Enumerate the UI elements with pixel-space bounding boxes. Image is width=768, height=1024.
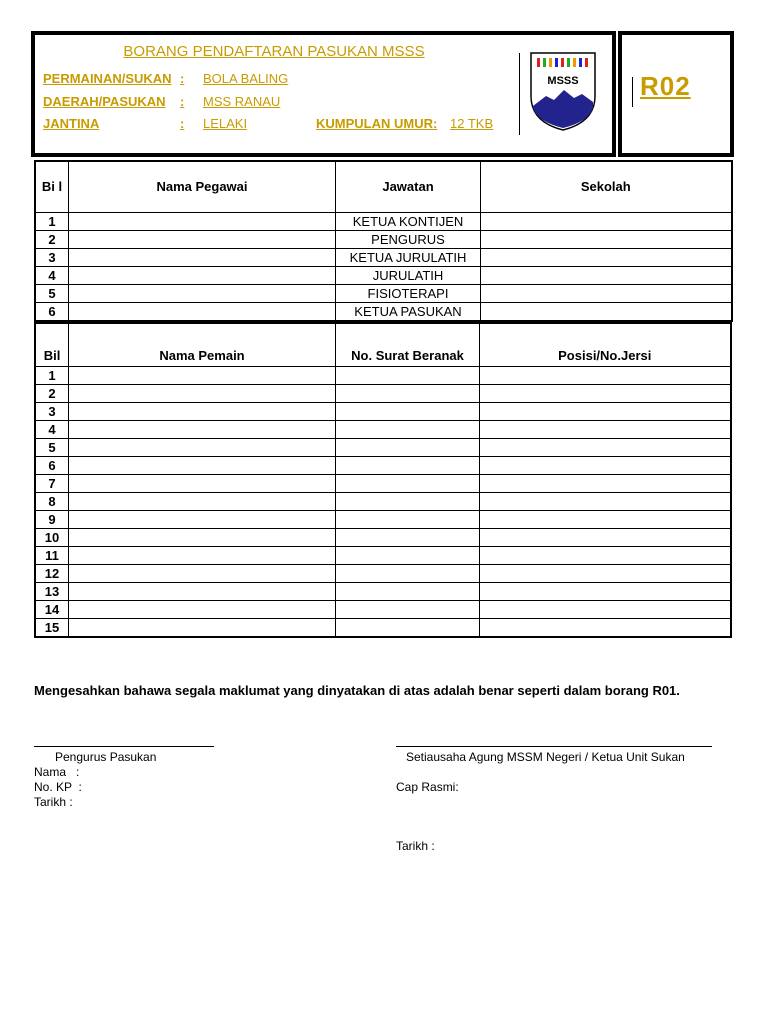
player-position-cell[interactable]	[480, 547, 731, 565]
table-row	[35, 511, 731, 529]
row-number: 5	[35, 285, 69, 303]
stamp-label: Cap Rasmi:	[396, 780, 459, 794]
table-header-row	[35, 161, 732, 213]
field-sep: :	[180, 71, 185, 86]
table-row	[35, 285, 732, 303]
col-header-name: Nama Pegawai	[69, 161, 336, 213]
player-position-cell[interactable]	[480, 457, 731, 475]
player-position-cell[interactable]	[480, 619, 731, 638]
table-header-row	[35, 323, 731, 367]
player-name-cell[interactable]	[69, 583, 336, 601]
msss-logo	[528, 50, 598, 132]
field-sport	[43, 71, 289, 86]
table-row	[35, 421, 731, 439]
col-header-bil: Bil	[35, 323, 69, 367]
field-label: DAERAH/PASUKAN	[43, 94, 166, 109]
row-number: 14	[35, 601, 69, 619]
row-number: 9	[35, 511, 69, 529]
field-label: PERMAINAN/SUKAN	[43, 71, 172, 86]
table-row	[35, 475, 731, 493]
player-position-cell[interactable]	[480, 385, 731, 403]
school-cell[interactable]	[481, 249, 732, 267]
field-district	[43, 94, 281, 109]
player-name-cell[interactable]	[69, 511, 336, 529]
players-table	[34, 322, 732, 638]
age-group-value: 12 TKB	[450, 116, 494, 131]
table-row	[35, 303, 732, 322]
table-row	[35, 439, 731, 457]
player-position-cell[interactable]	[480, 475, 731, 493]
row-number: 4	[35, 267, 69, 285]
col-header-position: Posisi/No.Jersi	[480, 323, 731, 367]
player-name-cell[interactable]	[69, 367, 336, 385]
row-number: 8	[35, 493, 69, 511]
table-row	[35, 249, 732, 267]
row-number: 12	[35, 565, 69, 583]
table-row	[35, 367, 731, 385]
birth-cert-cell[interactable]	[336, 403, 480, 421]
school-cell[interactable]	[481, 231, 732, 249]
birth-cert-cell[interactable]	[336, 511, 480, 529]
table-row	[35, 547, 731, 565]
birth-cert-cell[interactable]	[336, 529, 480, 547]
table-row	[35, 231, 732, 249]
official-name-cell[interactable]	[69, 231, 336, 249]
school-cell[interactable]	[481, 285, 732, 303]
field-value: BOLA BALING	[203, 71, 289, 86]
field-value: MSS RANAU	[203, 94, 281, 109]
player-name-cell[interactable]	[69, 421, 336, 439]
field-sep: :	[180, 94, 185, 109]
official-name-cell[interactable]	[69, 285, 336, 303]
col-header-birth-cert: No. Surat Beranak	[336, 323, 480, 367]
age-group-label: KUMPULAN UMUR:	[316, 116, 438, 131]
table-row	[35, 267, 732, 285]
confirmation-statement: Mengesahkan bahawa segala maklumat yang dinyatakan di atas adalah benar seperti dalam borang R01.	[34, 683, 680, 698]
position-cell: KETUA PASUKAN	[336, 303, 481, 322]
row-number: 10	[35, 529, 69, 547]
birth-cert-cell[interactable]	[336, 565, 480, 583]
position-cell: PENGURUS	[336, 231, 481, 249]
table-row	[35, 493, 731, 511]
table-row	[35, 601, 731, 619]
form-code-box	[618, 31, 734, 157]
table-row	[35, 565, 731, 583]
row-number: 1	[35, 367, 69, 385]
col-header-position: Jawatan	[336, 161, 481, 213]
form-title: BORANG PENDAFTARAN PASUKAN MSSS	[123, 43, 425, 60]
row-number: 13	[35, 583, 69, 601]
row-number: 15	[35, 619, 69, 638]
player-position-cell[interactable]	[480, 565, 731, 583]
player-position-cell[interactable]	[480, 439, 731, 457]
birth-cert-cell[interactable]	[336, 457, 480, 475]
logo-divider	[519, 53, 520, 135]
player-name-cell[interactable]	[69, 475, 336, 493]
player-name-cell[interactable]	[69, 493, 336, 511]
player-name-cell[interactable]	[69, 619, 336, 638]
row-number: 2	[35, 231, 69, 249]
code-divider	[632, 77, 633, 107]
birth-cert-cell[interactable]	[336, 583, 480, 601]
player-position-cell[interactable]	[480, 493, 731, 511]
col-header-name: Nama Pemain	[69, 323, 336, 367]
player-name-cell[interactable]	[69, 403, 336, 421]
form-code: R02	[640, 71, 691, 101]
row-number: 4	[35, 421, 69, 439]
player-name-cell[interactable]	[69, 565, 336, 583]
table-row	[35, 457, 731, 475]
player-position-cell[interactable]	[480, 421, 731, 439]
row-number: 1	[35, 213, 69, 231]
official-name-cell[interactable]	[69, 249, 336, 267]
field-value: LELAKI	[203, 116, 248, 131]
table-row	[35, 385, 731, 403]
position-cell: KETUA KONTIJEN	[336, 213, 481, 231]
left-signatory-title: Pengurus Pasukan	[55, 750, 157, 764]
row-number: 5	[35, 439, 69, 457]
birth-cert-cell[interactable]	[336, 547, 480, 565]
position-cell: FISIOTERAPI	[336, 285, 481, 303]
table-row	[35, 213, 732, 231]
right-signature-line	[396, 746, 712, 747]
birth-cert-cell[interactable]	[336, 493, 480, 511]
ic-field-label: No. KP :	[34, 780, 82, 794]
form-header	[31, 31, 616, 157]
player-name-cell[interactable]	[69, 529, 336, 547]
field-gender	[43, 116, 494, 131]
player-position-cell[interactable]	[480, 403, 731, 421]
field-label: JANTINA	[43, 116, 100, 131]
right-date-label: Tarikh :	[396, 839, 435, 853]
player-name-cell[interactable]	[69, 601, 336, 619]
position-cell: JURULATIH	[336, 267, 481, 285]
birth-cert-cell[interactable]	[336, 385, 480, 403]
table-row	[35, 529, 731, 547]
birth-cert-cell[interactable]	[336, 619, 480, 638]
birth-cert-cell[interactable]	[336, 439, 480, 457]
player-position-cell[interactable]	[480, 529, 731, 547]
school-cell[interactable]	[481, 303, 732, 322]
official-name-cell[interactable]	[69, 267, 336, 285]
player-position-cell[interactable]	[480, 583, 731, 601]
name-field-label: Nama :	[34, 765, 80, 779]
row-number: 2	[35, 385, 69, 403]
official-name-cell[interactable]	[69, 213, 336, 231]
player-name-cell[interactable]	[69, 547, 336, 565]
row-number: 6	[35, 457, 69, 475]
field-sep: :	[180, 116, 185, 131]
player-position-cell[interactable]	[480, 511, 731, 529]
position-cell: KETUA JURULATIH	[336, 249, 481, 267]
player-name-cell[interactable]	[69, 439, 336, 457]
school-cell[interactable]	[481, 267, 732, 285]
right-signatory-title: Setiausaha Agung MSSM Negeri / Ketua Unit Sukan	[406, 750, 685, 764]
left-date-label: Tarikh :	[34, 795, 73, 809]
player-name-cell[interactable]	[69, 457, 336, 475]
row-number: 11	[35, 547, 69, 565]
row-number: 3	[35, 249, 69, 267]
official-name-cell[interactable]	[69, 303, 336, 322]
table-row	[35, 403, 731, 421]
school-cell[interactable]	[481, 213, 732, 231]
birth-cert-cell[interactable]	[336, 367, 480, 385]
col-header-bil: Bi l	[35, 161, 69, 213]
officials-table	[34, 160, 733, 322]
birth-cert-cell[interactable]	[336, 421, 480, 439]
col-header-school: Sekolah	[481, 161, 732, 213]
row-number: 6	[35, 303, 69, 322]
left-signature-line	[34, 746, 214, 747]
player-position-cell[interactable]	[480, 601, 731, 619]
player-position-cell[interactable]	[480, 367, 731, 385]
table-row	[35, 583, 731, 601]
birth-cert-cell[interactable]	[336, 475, 480, 493]
row-number: 3	[35, 403, 69, 421]
table-row	[35, 619, 731, 638]
birth-cert-cell[interactable]	[336, 601, 480, 619]
player-name-cell[interactable]	[69, 385, 336, 403]
row-number: 7	[35, 475, 69, 493]
logo-text: MSSS	[547, 75, 579, 87]
